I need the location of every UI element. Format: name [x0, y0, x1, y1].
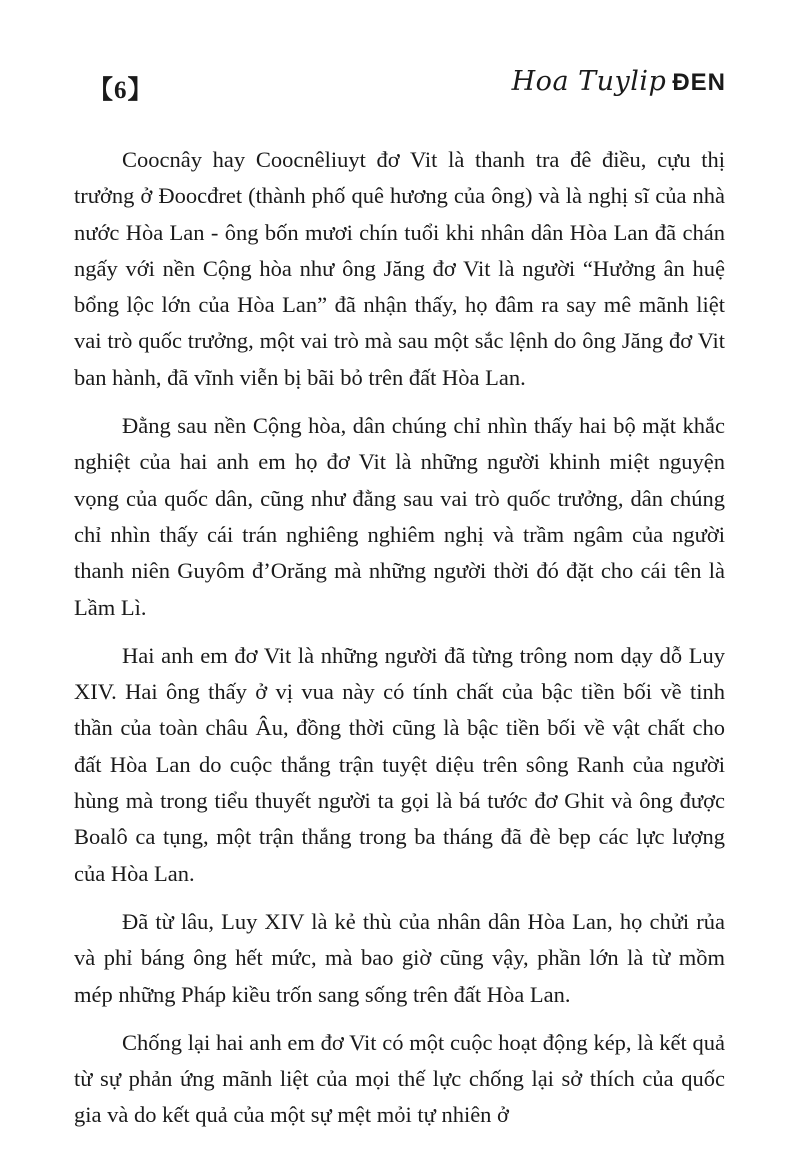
paragraph: Đằng sau nền Cộng hòa, dân chúng chỉ nhìn thấy hai bộ mặt khắc nghiệt của hai anh em họ đơ Vit là những người khinh miệt nguyện vọng của quốc dân, cũng như đằng sau vai trò quốc trưởng, dân chúng chỉ nhìn thấy cái trán nghiêng nghiêm nghị và trầm ngâm của người thanh niên Guyôm đ’Orăng mà những người thời đó đặt cho cái tên là Lầm Lì. — [74, 413, 725, 620]
paragraph: Hai anh em đơ Vit là những người đã từng trông nom dạy dỗ Luy XIV. Hai ông thấy ở vị vua này có tính chất của bậc tiền bối về tinh thần của toàn châu Âu, đồng thời cũng là bậc tiền bối về vật chất cho đất Hòa Lan do cuộc thắng trận tuyệt diệu trên sông Ranh của người hùng mà trong tiểu thuyết người ta gọi là bá tước đơ Ghit và ông được Boalô ca tụng, một trận thắng trong ba tháng đã đè bẹp các lực lượng của Hòa Lan. — [74, 642, 725, 886]
book-title — [512, 66, 726, 97]
book-title-bold: ĐEN — [672, 69, 726, 96]
body-text — [74, 142, 725, 1134]
paragraph: Chống lại hai anh em đơ Vit có một cuộc hoạt động kép, là kết quả từ sự phản ứng mãnh liệt của mọi thế lực chống lại sở thích của quốc gia và do kết quả của một sự mệt mỏi tự nhiên ở — [74, 1029, 725, 1128]
paragraph: Đã từ lâu, Luy XIV là kẻ thù của nhân dân Hòa Lan, họ chửi rủa và phỉ báng ông hết mức, mà bao giờ cũng vậy, phần lớn là từ mồm mép những Pháp kiều trốn sang sống trên đất Hòa Lan. — [74, 908, 725, 1007]
page-number: 【6】 — [88, 77, 154, 104]
running-header — [88, 66, 726, 106]
book-title-script: Hoa Tuylip — [511, 66, 667, 97]
paragraph: Coocnây hay Coocnêliuyt đơ Vit là thanh tra đê điều, cựu thị trưởng ở Đoocđret (thành phố quê hương của ông) và là nghị sĩ của nhà nước Hòa Lan - ông bốn mươi chín tuổi khi nhân dân Hòa Lan đã chán ngấy với nền Cộng hòa như ông Jăng đơ Vit là người “Hưởng ân huệ bổng lộc lớn của Hòa Lan” đã nhận thấy, họ đâm ra say mê mãnh liệt vai trò quốc trưởng, một vai trò mà sau một sắc lệnh do ông Jăng đơ Vit ban hành, đã vĩnh viễn bị bãi bỏ trên đất Hòa Lan. — [74, 147, 725, 390]
